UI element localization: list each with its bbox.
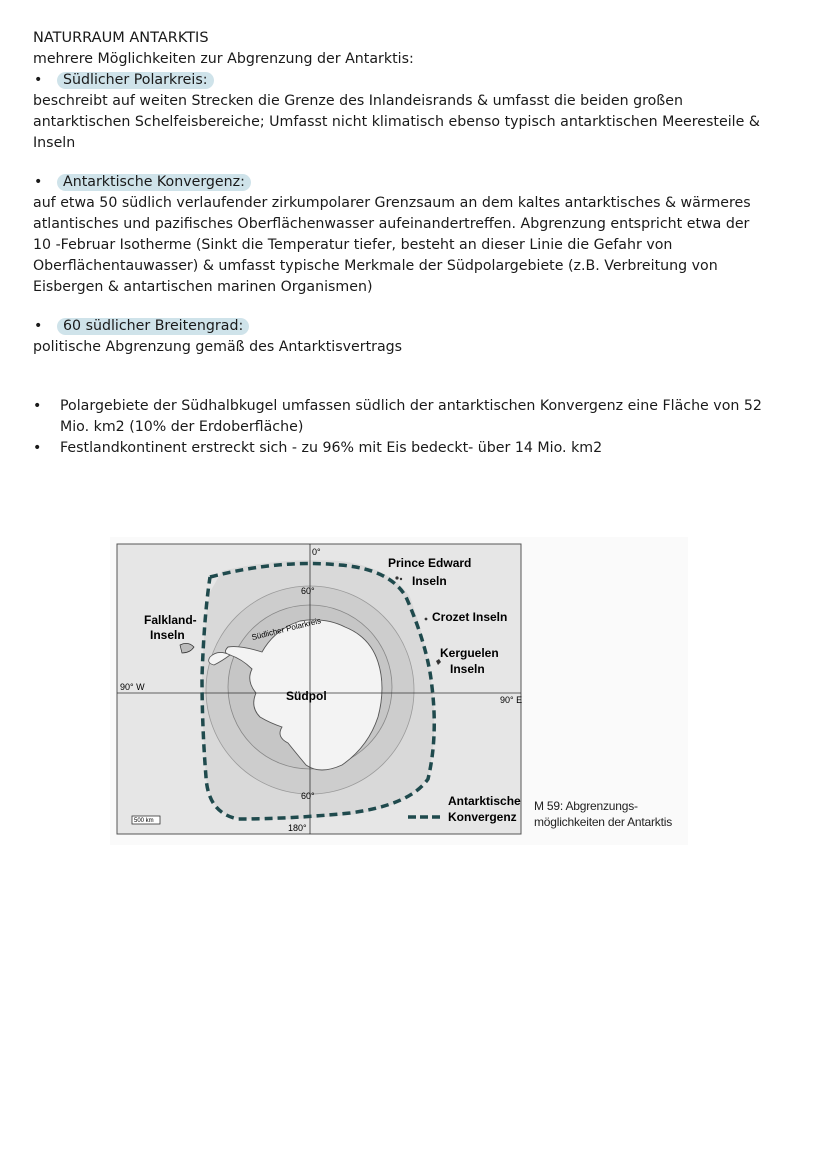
legend-label-2: Konvergenz <box>448 810 517 824</box>
text-line: atlantisches und pazifisches Oberflächenwasser aufeinandertreffen. Abgrenzung entspricht etwa der <box>33 216 750 232</box>
label-falkland-1: Falkland- <box>144 613 197 627</box>
label-90e: 90° E <box>500 695 523 705</box>
label-0: 0° <box>312 547 321 557</box>
intro-text: mehrere Möglichkeiten zur Abgrenzung der Antarktis: <box>33 51 414 67</box>
section-heading-konvergenz <box>33 172 803 193</box>
prince-edward-islands <box>395 576 398 579</box>
text-line: Inseln <box>33 135 76 151</box>
text-line: Mio. km2 (10% der Erdoberfläche) <box>60 419 304 435</box>
bullet-dot: • <box>33 440 42 456</box>
text-line: Polargebiete der Südhalbkugel umfassen südlich der antarktischen Konvergenz eine Fläche von 52 <box>60 398 762 414</box>
text-line: auf etwa 50 südlich verlaufender zirkumpolarer Grenzsaum an dem kaltes antarktisches & wärmeres <box>33 195 751 211</box>
notes <box>33 28 803 459</box>
bullet-dot: • <box>34 174 43 190</box>
bullet-dot: • <box>33 398 42 414</box>
bullet-item-festland <box>33 438 803 459</box>
map-caption <box>534 798 672 830</box>
crozet-islands <box>425 618 428 621</box>
text-line: Festlandkontinent erstreckt sich - zu 96% mit Eis bedeckt- über 14 Mio. km2 <box>60 440 603 456</box>
text-line: Eisbergen & antartischen marinen Organismen) <box>33 279 373 295</box>
label-prince-1: Prince Edward <box>388 556 472 570</box>
text-line: politische Abgrenzung gemäß des Antarktisvertrags <box>33 339 403 355</box>
label-prince-2: Inseln <box>412 574 447 588</box>
section-text-konvergenz <box>33 193 803 298</box>
caption-line-2: möglichkeiten der Antarktis <box>534 815 673 829</box>
label-crozet: Crozet Inseln <box>432 610 508 624</box>
label-kerguelen-2: Inseln <box>450 662 485 676</box>
text-line: 10 -Februar Isotherme (Sinkt die Temperatur tiefer, besteht an dieser Linie die Gefahr von <box>33 237 673 253</box>
text-line: antarktischen Schelfeisbereiche; Umfasst nicht klimatisch ebenso typisch antarktischen Meeresteile & <box>33 114 760 130</box>
label-falkland-2: Inseln <box>150 628 185 642</box>
label-suedpol: Südpol <box>286 689 327 703</box>
bullet-item-polargebiete <box>33 396 803 438</box>
section-text-polarkreis <box>33 91 803 154</box>
label-scale: 500 km <box>134 818 154 824</box>
label-90w: 90° W <box>120 682 145 692</box>
label-60-top: 60° <box>301 586 315 596</box>
bullet-dot: • <box>34 318 43 334</box>
highlight-breitengrad: 60 südlicher Breitengrad: <box>57 318 249 335</box>
label-60-bottom: 60° <box>301 791 315 801</box>
label-kerguelen-1: Kerguelen <box>440 646 499 660</box>
section-heading-breitengrad <box>33 316 803 337</box>
highlight-konvergenz: Antarktische Konvergenz: <box>57 174 251 191</box>
text-line: Oberflächentauwasser) & umfasst typische Merkmale der Südpolargebiete (z.B. Verbreitung von <box>33 258 718 274</box>
text-line: beschreibt auf weiten Strecken die Grenze des Inlandeisrands & umfasst die beiden großen <box>33 93 683 109</box>
label-polarkreis: Südlicher Polarkreis <box>250 616 322 643</box>
section-heading-polarkreis <box>33 70 803 91</box>
caption-line-1: M 59: Abgrenzungs- <box>534 799 638 813</box>
highlight-polarkreis: Südlicher Polarkreis: <box>57 72 214 89</box>
section-text-breitengrad <box>33 337 803 358</box>
page-title: NATURRAUM ANTARKTIS <box>33 30 209 46</box>
label-180: 180° <box>288 823 307 833</box>
bullet-dot: • <box>34 72 43 88</box>
legend-label-1: Antarktische <box>448 794 521 808</box>
